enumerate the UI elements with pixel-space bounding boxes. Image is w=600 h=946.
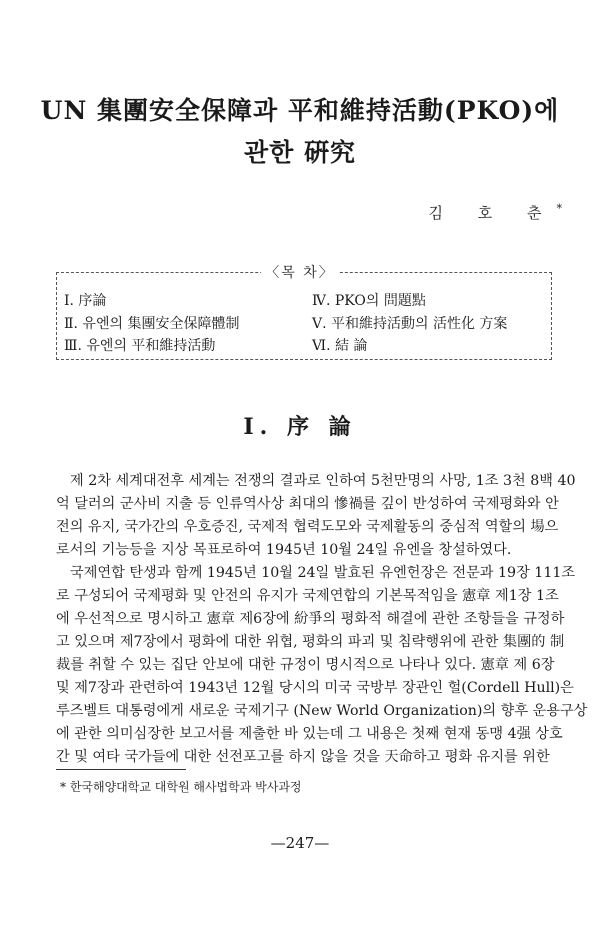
body-text-line: 에 우선적으로 명시하고 憲章 제6장에 紛爭의 평화적 해결에 관한 조항들을 규정하 [56, 611, 565, 627]
author-name: 김 호 춘 [428, 204, 557, 222]
body-text-line: 전의 유지, 국가간의 우호증진, 국제적 협력도모와 국제활동의 중심적 역할의 場으 [56, 519, 559, 535]
body-text-line: 및 제7장과 관련하여 1943년 12월 당시의 미국 국방부 장관인 헐(Cordell Hull)은 [56, 680, 574, 696]
body-text-line: 루즈벨트 대통령에게 새로운 국제기구 (New World Organization)의 향후 운용구상 [56, 703, 588, 719]
paper-title-line-1: UN 集團安全保障과 平和維持活動(PKO)에 [40, 96, 560, 125]
paper-title-line-2: 관한 硏究 [243, 138, 356, 167]
body-text-line: 국제연합 탄생과 함께 1945년 10월 24일 발효된 유엔헌장은 전문과 19장 111조 [70, 565, 576, 581]
section-title: Ⅰ. 序 論 [243, 414, 357, 440]
body-text-line: 에 관한 의미심장한 보고서를 제출한 바 있는데 그 내용은 첫째 현재 동맹 4强 상호 [56, 726, 563, 742]
footnote: * 한국해양대학교 대학원 해사법학과 박사과정 [60, 780, 302, 794]
toc-item: Ⅲ. 유엔의 平和維持活動 [64, 338, 216, 354]
body-text-line: 억 달러의 군사비 지출 등 인류역사상 최대의 慘禍를 깊이 반성하여 국제평화와 안 [56, 496, 559, 512]
author-footnote-mark: * [556, 202, 562, 215]
footnote-divider [56, 769, 186, 770]
toc-item: Ⅴ. 平和維持活動의 活性化 方案 [312, 316, 508, 332]
body-text-line: 로 구성되어 국제평화 및 안전의 유지가 국제연합의 기본목적임을 憲章 제1장 1조 [56, 588, 559, 604]
author [428, 202, 562, 223]
toc-heading: 〈목 차〉 [0, 262, 600, 282]
toc-item: Ⅵ. 結 論 [312, 338, 368, 354]
body-text-line: 로서의 기능등을 지상 목표로하여 1945년 10월 24일 유엔을 창설하였다. [56, 542, 512, 558]
toc-item: Ⅳ. PKO의 問題點 [312, 293, 426, 309]
body-text-line: 간 및 여타 국가들에 대한 선전포고를 하지 않을 것을 天命하고 평화 유지를 위한 [56, 749, 550, 765]
toc-item: Ⅰ. 序論 [64, 293, 107, 309]
page-number: —247— [270, 834, 330, 852]
body-text-line: 제 2차 세계대전후 세계는 전쟁의 결과로 인하여 5천만명의 사망, 1조 3천 8백 40 [70, 473, 576, 489]
toc-item: Ⅱ. 유엔의 集團安全保障體制 [64, 316, 240, 332]
body-text-line: 고 있으며 제7장에서 평화에 대한 위협, 평화의 파괴 및 침략행위에 관한 集團的 制 [56, 634, 565, 650]
body-text-line: 裁를 취할 수 있는 집단 안보에 대한 규정이 명시적으로 나타나 있다. 憲章 제 6장 [56, 657, 555, 673]
